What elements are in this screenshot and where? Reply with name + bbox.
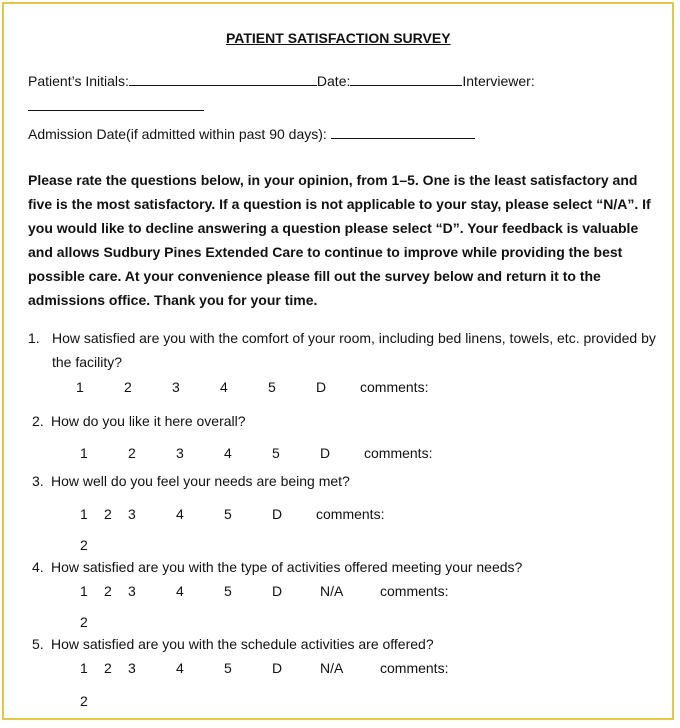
rating-option-1[interactable]: 1: [80, 583, 88, 599]
rating-option-2[interactable]: 2: [104, 506, 112, 522]
rating-option-2[interactable]: 2: [124, 379, 132, 395]
instructions-line: five is the most satisfactory. If a question is not applicable to your stay, please select “N/A”. If: [28, 196, 651, 212]
rating-option-4[interactable]: 4: [220, 379, 228, 395]
question-number: 1.: [28, 330, 40, 346]
page-title: PATIENT SATISFACTION SURVEY: [226, 30, 451, 46]
rating-option-1[interactable]: 1: [80, 445, 88, 461]
rating-option-3[interactable]: 3: [128, 660, 136, 676]
question-text: How satisfied are you with the type of activities offered meeting your needs?: [51, 559, 523, 575]
interviewer-line-row: [28, 96, 204, 115]
question-text: How satisfied are you with the schedule activities are offered?: [51, 636, 434, 652]
question-number: 5.: [32, 636, 44, 652]
rating-option-5[interactable]: 5: [272, 445, 280, 461]
rating-option-1[interactable]: 1: [80, 660, 88, 676]
rating-option-d[interactable]: D: [272, 583, 283, 599]
rating-option-4[interactable]: 4: [176, 583, 184, 599]
date-label: Date:: [316, 73, 351, 89]
rating-option-d[interactable]: D: [316, 379, 327, 395]
rating-option-3[interactable]: 3: [172, 379, 180, 395]
instructions-line: admissions office. Thank you for your time.: [28, 292, 318, 308]
date-field[interactable]: [350, 71, 462, 86]
comments-label: comments:: [380, 583, 449, 599]
question-text: How do you like it here overall?: [51, 413, 246, 429]
survey-page: [2, 2, 674, 720]
rating-option-3[interactable]: 3: [128, 583, 136, 599]
rating-option-1[interactable]: 1: [76, 379, 84, 395]
question-text: How satisfied are you with the comfort of your room, including bed linens, towels, etc. provided by: [52, 330, 656, 346]
comments-label: comments:: [316, 506, 385, 522]
interviewer-field[interactable]: [28, 96, 204, 111]
rating-option-d[interactable]: D: [320, 445, 331, 461]
instructions-line: Please rate the questions below, in your opinion, from 1–5. One is the least satisfactory and: [28, 172, 638, 188]
rating-option-4[interactable]: 4: [176, 506, 184, 522]
patient-info-row: [28, 71, 535, 90]
rating-option-5[interactable]: 5: [224, 660, 232, 676]
comments-label: comments:: [380, 660, 449, 676]
question-number: 4.: [32, 559, 44, 575]
question-text: How well do you feel your needs are being met?: [51, 473, 350, 489]
question-text: the facility?: [52, 354, 123, 370]
question-number: 3.: [32, 473, 44, 489]
rating-option-3[interactable]: 3: [176, 445, 184, 461]
instructions-line: and allows Sudbury Pines Extended Care to continue to improve while providing the best: [28, 244, 623, 260]
rating-option-na[interactable]: N/A: [320, 583, 344, 599]
rating-option-4[interactable]: 4: [224, 445, 232, 461]
rating-option-3[interactable]: 3: [128, 506, 136, 522]
admission-date-field[interactable]: [331, 124, 475, 139]
comments-label: comments:: [364, 445, 433, 461]
instructions-line: you would like to decline answering a question please select “D”. Your feedback is valuable: [28, 220, 639, 236]
rating-option-2[interactable]: 2: [104, 583, 112, 599]
rating-option-d[interactable]: D: [272, 506, 283, 522]
rating-option-2-wrapped[interactable]: 2: [80, 537, 88, 553]
rating-option-5[interactable]: 5: [224, 583, 232, 599]
rating-option-1[interactable]: 1: [80, 506, 88, 522]
rating-option-5[interactable]: 5: [224, 506, 232, 522]
instructions-line: possible care. At your convenience please fill out the survey below and return it to the: [28, 268, 601, 284]
rating-option-2[interactable]: 2: [128, 445, 136, 461]
rating-option-2[interactable]: 2: [104, 660, 112, 676]
admission-label: Admission Date(if admitted within past 90 days):: [28, 126, 327, 142]
initials-field[interactable]: [129, 71, 317, 86]
initials-label: Patient’s Initials:: [28, 73, 129, 89]
rating-option-na[interactable]: N/A: [320, 660, 344, 676]
interviewer-label: Interviewer:: [462, 73, 535, 89]
admission-row: [28, 124, 475, 143]
comments-label: comments:: [360, 379, 429, 395]
rating-option-4[interactable]: 4: [176, 660, 184, 676]
rating-option-2-wrapped[interactable]: 2: [80, 614, 88, 630]
question-number: 2.: [32, 413, 44, 429]
rating-option-d[interactable]: D: [272, 660, 283, 676]
rating-option-2-wrapped[interactable]: 2: [80, 693, 88, 709]
rating-option-5[interactable]: 5: [268, 379, 276, 395]
